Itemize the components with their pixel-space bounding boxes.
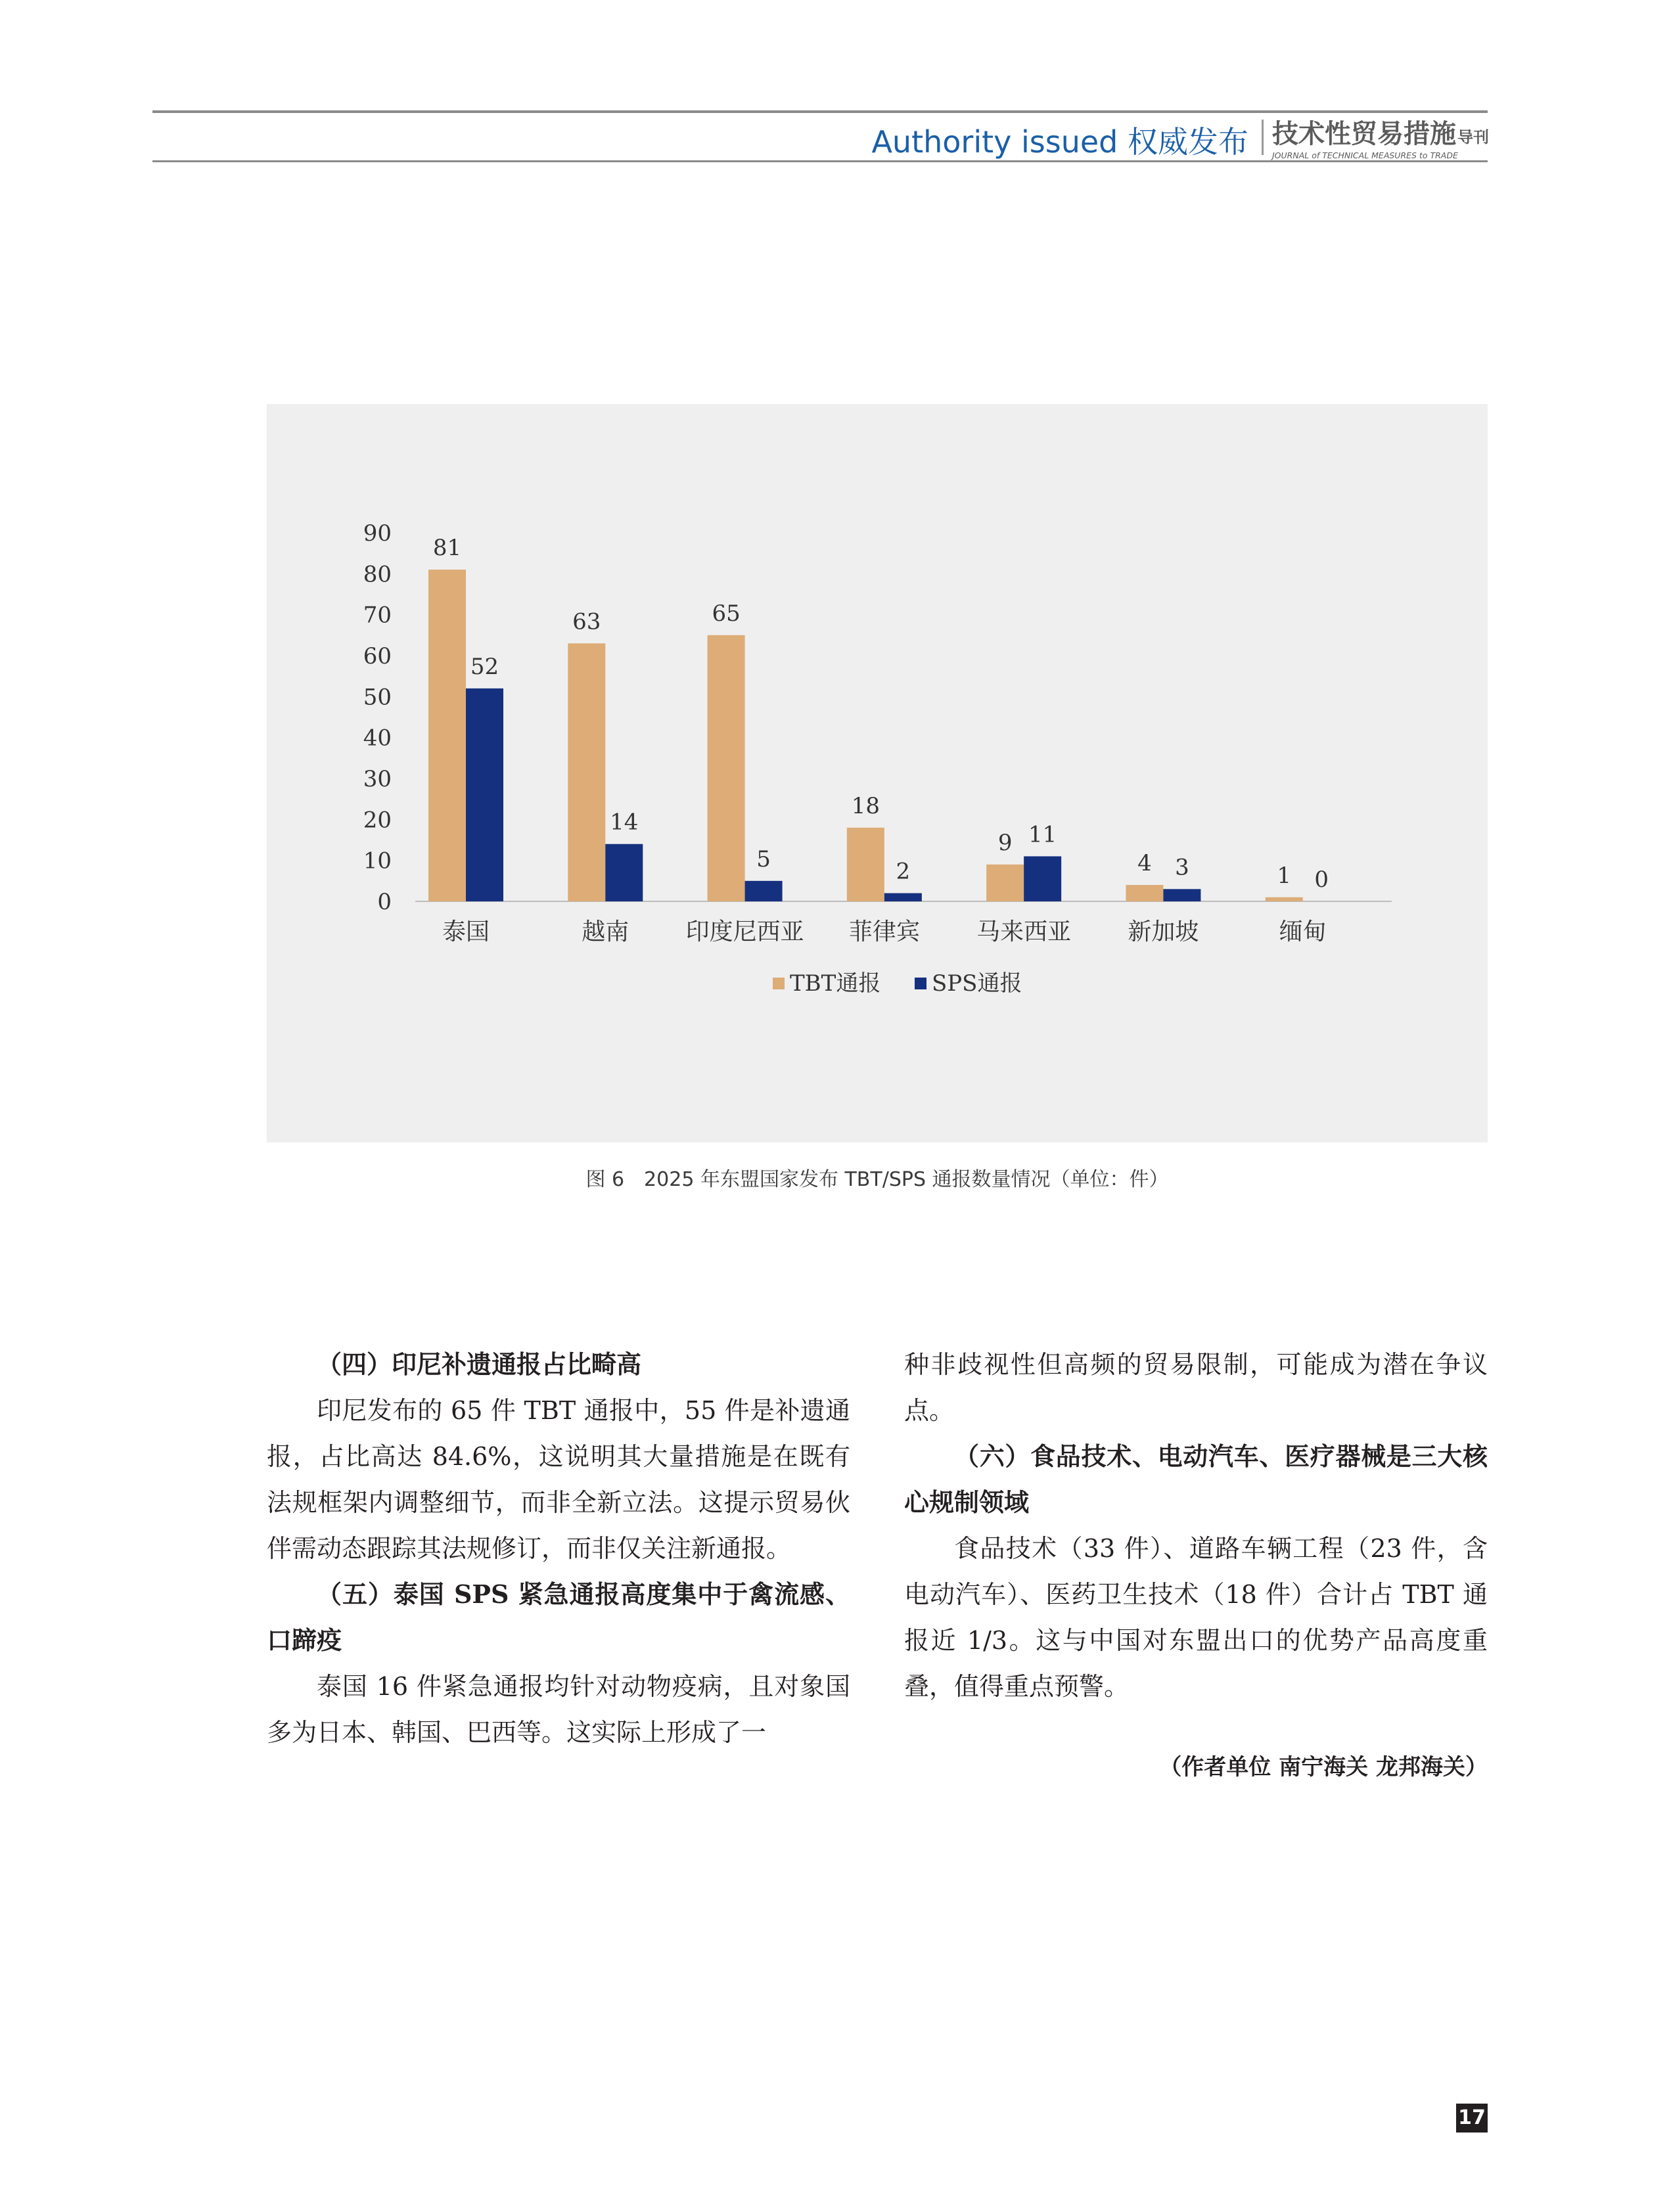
x-tick-label: 印度尼西亚 [685,918,804,945]
y-tick-label: 60 [363,643,392,669]
x-tick-label: 菲律宾 [848,918,920,945]
bar-sps [605,844,643,901]
chart-panel [267,404,1488,1142]
data-label: 65 [712,600,741,627]
paragraph: 泰国 16 件紧急通报均针对动物疫病，且对象国多为日本、韩国、巴西等。这实际上形成了一 [267,1672,850,1747]
data-label: 0 [1314,867,1329,893]
section-heading-5: （五）泰国 SPS 紧急通报高度集中于禽流感、口蹄疫 [267,1579,850,1655]
x-tick-label: 新加坡 [1128,918,1199,945]
paragraph: 印尼发布的 65 件 TBT 通报中，55 件是补遗通报，占比高达 84.6%，这说明其大量措施是在既有法规框架内调整细节，而非全新立法。这提示贸易伙伴需动态跟踪其法规修订，而非仅关注新通报。 [267,1396,850,1563]
data-label: 52 [470,653,499,680]
data-label: 4 [1137,850,1152,877]
y-tick-label: 50 [363,684,392,711]
journal-english-name: JOURNAL of TECHNICAL MEASURES to TRADE [1272,150,1458,160]
legend-swatch [773,978,785,989]
section-heading-4: （四）印尼补遗通报占比畸高 [317,1349,642,1379]
y-tick-label: 90 [363,520,392,547]
data-label: 5 [756,846,771,872]
y-tick-label: 40 [363,725,392,752]
bar-tbt [1126,885,1163,901]
bar-sps [1024,856,1061,901]
y-tick-label: 20 [363,807,392,834]
x-tick-label: 越南 [582,918,629,945]
journal-logo [1272,113,1489,160]
legend-swatch [915,978,926,989]
bar-tbt [568,643,605,901]
section-title: Authority issued 权威发布 [871,124,1248,160]
bar-tbt [847,828,884,901]
bar-tbt [986,865,1024,901]
data-label: 11 [1028,821,1057,848]
text-column-left [267,1342,850,1755]
bar-tbt [708,635,745,901]
header-separator [1262,120,1264,155]
data-label: 1 [1277,862,1292,889]
data-label: 3 [1175,854,1189,881]
x-tick-label: 马来西亚 [976,918,1072,945]
data-label: 2 [896,858,911,885]
y-tick-label: 10 [363,847,392,874]
y-tick-label: 0 [377,889,392,915]
paragraph: 食品技术（33 件）、道路车辆工程（23 件，含电动汽车）、医药卫生技术（18 件）合计占 TBT 通报近 1/3。这与中国对东盟出口的优势产品高度重叠，值得重点预警。 [904,1534,1488,1701]
data-label: 14 [610,809,639,836]
bar-sps [1163,889,1200,901]
y-tick-label: 70 [363,602,392,629]
y-tick-label: 30 [363,766,392,792]
bar-tbt [428,570,466,901]
data-label: 18 [851,792,880,819]
bar-sps [884,893,922,901]
figure-caption: 图 6 2025 年东盟国家发布 TBT/SPS 通报数量情况（单位：件） [585,1168,1169,1191]
section-heading-6: （六）食品技术、电动汽车、医疗器械是三大核心规制领域 [904,1441,1488,1517]
data-label: 9 [997,829,1013,856]
x-tick-label: 泰国 [442,918,490,945]
legend-label: SPS通报 [932,970,1022,997]
bar-tbt [1266,897,1303,901]
legend-label: TBT通报 [790,970,881,997]
author-affiliation: （作者单位 南宁海关 龙邦海关） [1159,1754,1488,1780]
data-label: 81 [432,535,462,562]
journal-name: 技术性贸易措施 [1272,119,1456,149]
header-rule-bottom [152,160,1488,162]
y-tick-label: 80 [363,561,392,588]
bar-sps [466,688,503,901]
data-label: 63 [572,608,601,635]
page-number: 17 [1456,2104,1488,2133]
journal-suffix: 导刊 [1457,128,1489,147]
bar-chart [267,404,1488,1142]
x-tick-label: 缅甸 [1279,918,1327,945]
bar-sps [745,881,783,901]
text-column-right [904,1342,1488,1709]
paragraph-continued: 种非歧视性但高频的贸易限制，可能成为潜在争议点。 [904,1350,1488,1425]
